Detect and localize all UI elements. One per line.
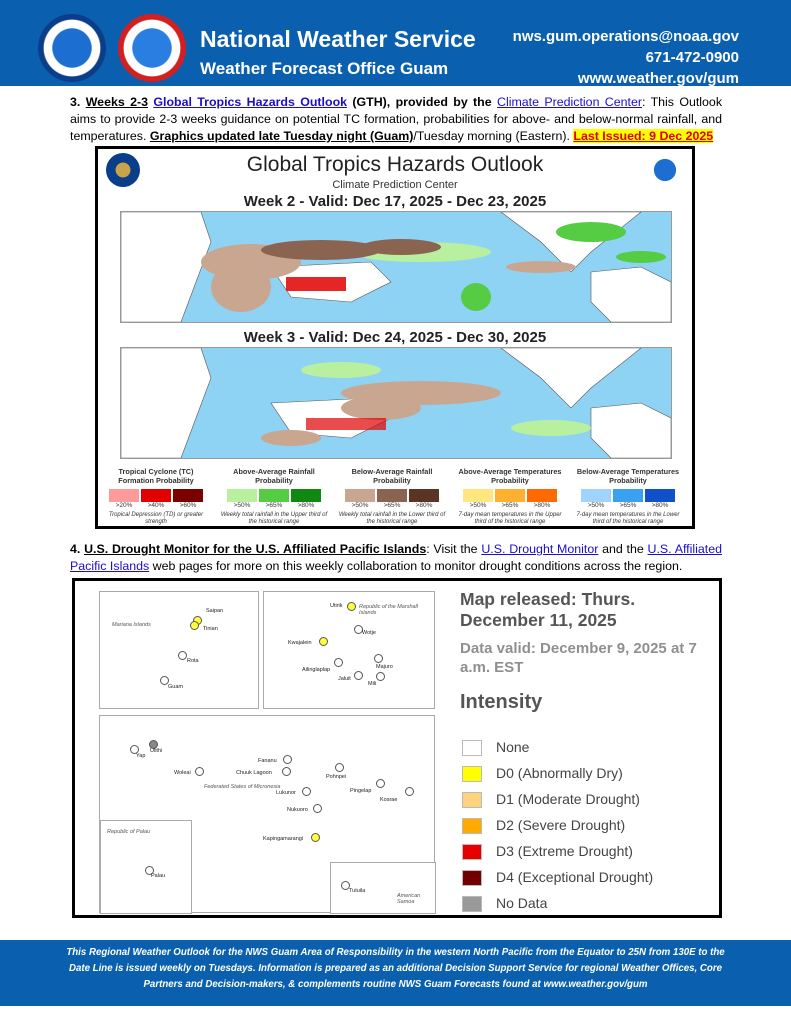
gth-link[interactable]: Global Tropics Hazards Outlook: [153, 95, 348, 109]
legend-temp-above: [454, 467, 566, 526]
legend-tick: >65%: [619, 502, 637, 509]
legend-title: Above-Average Temperatures Probability: [458, 467, 562, 485]
noaa-logo: [38, 14, 106, 82]
region-label: Mariana Islands: [112, 622, 151, 628]
legend-label: D3 (Extreme Drought): [496, 843, 633, 859]
usdm-link[interactable]: U.S. Drought Monitor: [481, 542, 599, 556]
legend-swatch: [581, 489, 611, 502]
section-3-mid: (GTH), provided by the: [352, 95, 492, 109]
last-issued-badge: Last Issued: 9 Dec 2025: [573, 129, 714, 143]
legend-swatch: [345, 489, 375, 502]
header-subtitle: Weather Forecast Office Guam: [200, 59, 449, 78]
gth-center: Climate Prediction Center: [332, 179, 458, 191]
drought-info-panel: [460, 589, 715, 714]
section-4-t2: and the: [602, 542, 644, 556]
legend-swatch: [109, 489, 139, 502]
legend-tick: >80%: [533, 502, 551, 509]
legend-tick: >50%: [587, 502, 605, 509]
gth-title: Global Tropics Hazards Outlook: [246, 153, 544, 176]
legend-note: 7-day mean temperatures in the Lower third of the historical range: [576, 512, 680, 525]
legend-note: Weekly total rainfall in the Lower third of the historical range: [338, 512, 446, 525]
contact-email[interactable]: nws.gum.operations@noaa.gov: [512, 28, 739, 45]
samoa-inset: [330, 862, 436, 914]
legend-swatch: [173, 489, 203, 502]
fsm-inset: [99, 715, 435, 913]
island-label: Palau: [151, 873, 166, 879]
legend-swatch: [462, 896, 482, 912]
island-label: Ailinglaplap: [302, 667, 331, 673]
legend-tc: [100, 467, 212, 526]
island-label: Mili: [368, 681, 377, 687]
legend-swatch: [645, 489, 675, 502]
legend-swatch: [462, 818, 482, 834]
legend-note: 7-day mean temperatures in the Upper third of the historical range: [458, 512, 562, 525]
legend-tick: >65%: [265, 502, 283, 509]
region-label: Federated States of Micronesia: [204, 784, 281, 790]
island-label: Majuro: [376, 664, 393, 670]
week3-map-graphic: [121, 348, 671, 458]
marianas-inset: [99, 591, 259, 709]
section-4-text: [70, 541, 722, 575]
legend-tick: >60%: [179, 502, 197, 509]
section-3-number: 3.: [70, 95, 81, 109]
island-label: Wotje: [362, 630, 376, 636]
island-label: Kapingamarangi: [263, 836, 304, 842]
updated-rest: /Tuesday morning (Eastern).: [413, 129, 570, 143]
legend-temp-below: [572, 467, 684, 526]
legend-label: D2 (Severe Drought): [496, 817, 626, 833]
legend-swatch: [462, 740, 482, 756]
legend-tick: >65%: [383, 502, 401, 509]
island-marker: [376, 672, 385, 681]
island-label: Kosrae: [380, 797, 398, 803]
legend-swatch: [259, 489, 289, 502]
legend-rain-above: [218, 467, 330, 526]
header-banner: [0, 0, 791, 86]
nws-logo: [118, 14, 186, 82]
island-label: Pingelap: [350, 788, 372, 794]
legend-swatch: [462, 844, 482, 860]
legend-tick: >50%: [233, 502, 251, 509]
updated-note: Graphics updated late Tuesday night (Guam): [149, 129, 414, 143]
island-marker: [178, 651, 187, 660]
drought-monitor-image: [72, 578, 722, 918]
region-label: Republic of the Marshall Islands: [359, 604, 419, 616]
island-marker: [354, 671, 363, 680]
footer-text: This Regional Weather Outlook for the NWS Guam Area of Responsibility in the western North Pacific from the Equator to 25N from 130E to the Date Line is issued weekly on Tuesdays. Information is prepared as an additional Decision Support Service for regional Weather Offices, Core Partners and Decision-makers, & complements routine NWS Guam Forecasts found at www.weather.gov/gum: [66, 947, 725, 990]
map-released: Map released: Thurs. December 11, 2025: [460, 589, 636, 630]
island-marker: [190, 621, 199, 630]
region-label: Republic of Palau: [107, 829, 151, 835]
legend-swatch: [495, 489, 525, 502]
section-4-t1: : Visit the: [426, 542, 478, 556]
legend-swatch: [463, 489, 493, 502]
legend-note: Weekly total rainfall in the Upper third of the historical range: [220, 512, 328, 525]
contact-website[interactable]: www.weather.gov/gum: [577, 70, 739, 87]
island-label: Tinian: [203, 626, 218, 632]
cpc-link[interactable]: Climate Prediction Center: [497, 95, 642, 109]
island-label: Chuuk Lagoon: [236, 770, 272, 776]
island-label: Utirik: [330, 603, 343, 609]
island-marker: [282, 767, 291, 776]
legend-swatch: [291, 489, 321, 502]
drought-monitor-title[interactable]: U.S. Drought Monitor for the U.S. Affiliated Pacific Islands: [84, 542, 427, 556]
legend-title: Tropical Cyclone (TC) Formation Probability: [118, 467, 194, 485]
island-label: Lukunor: [276, 790, 296, 796]
island-label: Guam: [168, 684, 183, 690]
weeks-link[interactable]: Weeks 2-3: [85, 95, 148, 109]
island-marker: [347, 602, 356, 611]
island-marker: [195, 767, 204, 776]
legend-tick: >65%: [501, 502, 519, 509]
contact-phone: 671-472-0900: [645, 49, 739, 66]
legend-tick: >50%: [469, 502, 487, 509]
island-label: Yap: [136, 753, 146, 759]
data-valid: Data valid: December 9, 2025 at 7 a.m. EST: [460, 640, 697, 676]
island-label: Tutuila: [349, 888, 366, 894]
legend-label: D0 (Abnormally Dry): [496, 765, 623, 781]
footer-banner: [0, 940, 791, 1006]
legend-swatch: [141, 489, 171, 502]
legend-title: Below-Average Rainfall Probability: [351, 467, 433, 485]
legend-tick: >40%: [147, 502, 165, 509]
legend-label: D4 (Exceptional Drought): [496, 869, 654, 885]
legend-swatch: [377, 489, 407, 502]
section-3-body: : This Outlook aims to provide 2-3 weeks guidance on potential TC formation, probabilities for above- and below-normal rainfall, and temperatures.: [70, 95, 723, 143]
week3-map: [120, 347, 672, 459]
legend-label: No Data: [496, 895, 548, 911]
island-label: Pohnpei: [326, 774, 347, 780]
island-label: Ulithi: [150, 748, 163, 754]
legend-swatch: [462, 792, 482, 808]
gth-outlook-image: [95, 146, 695, 529]
legend-tick: >80%: [651, 502, 669, 509]
island-label: Saipan: [206, 608, 224, 614]
region-label: American Samoa: [397, 893, 421, 905]
island-marker: [283, 755, 292, 764]
marshall-inset: [263, 591, 435, 709]
legend-swatch: [613, 489, 643, 502]
island-label: Rota: [187, 658, 199, 664]
island-label: Jaluit: [338, 676, 351, 682]
island-marker: [334, 658, 343, 667]
legend-label: D1 (Moderate Drought): [496, 791, 640, 807]
section-4-number: 4.: [70, 542, 81, 556]
legend-swatch: [462, 870, 482, 886]
legend-label: None: [496, 739, 530, 755]
week2-map: [120, 211, 672, 323]
island-marker: [335, 763, 344, 772]
island-label: Kwajalein: [288, 640, 312, 646]
contact-block: [513, 26, 739, 89]
legend-note: Tropical Depression (TD) or greater strength: [108, 512, 204, 525]
legend-title: Above-Average Rainfall Probability: [233, 467, 315, 485]
island-label: Fananu: [258, 758, 277, 764]
island-marker: [311, 833, 320, 842]
intensity-title: Intensity: [460, 691, 543, 713]
island-marker: [405, 787, 414, 796]
island-marker: [313, 804, 322, 813]
week2-map-graphic: [121, 212, 671, 322]
palau-inset: [100, 820, 192, 914]
legend-swatch: [527, 489, 557, 502]
legend-title: Below-Average Temperatures Probability: [576, 467, 680, 485]
usapi-link[interactable]: U.S. Affiliated Pacific Islands: [70, 542, 722, 573]
legend-swatch: [409, 489, 439, 502]
header-title: National Weather Service: [200, 26, 476, 52]
island-marker: [376, 779, 385, 788]
section-4-t3: web pages for more on this weekly collaboration to monitor drought conditions across the region.: [152, 559, 683, 573]
island-label: Nukuoro: [287, 807, 308, 813]
island-marker: [374, 654, 383, 663]
legend-tick: >50%: [351, 502, 369, 509]
island-label: Woleai: [174, 770, 191, 776]
legend-tick: >80%: [415, 502, 433, 509]
week2-label: Week 2 - Valid: Dec 17, 2025 - Dec 23, 2025: [243, 193, 547, 210]
legend-swatch: [227, 489, 257, 502]
section-3-text: [70, 94, 722, 145]
week3-label: Week 3 - Valid: Dec 24, 2025 - Dec 30, 2025: [243, 329, 547, 346]
island-marker: [319, 637, 328, 646]
legend-rain-below: [336, 467, 448, 526]
legend-tick: >80%: [297, 502, 315, 509]
island-marker: [302, 787, 311, 796]
legend-tick: >20%: [115, 502, 133, 509]
legend-swatch: [462, 766, 482, 782]
